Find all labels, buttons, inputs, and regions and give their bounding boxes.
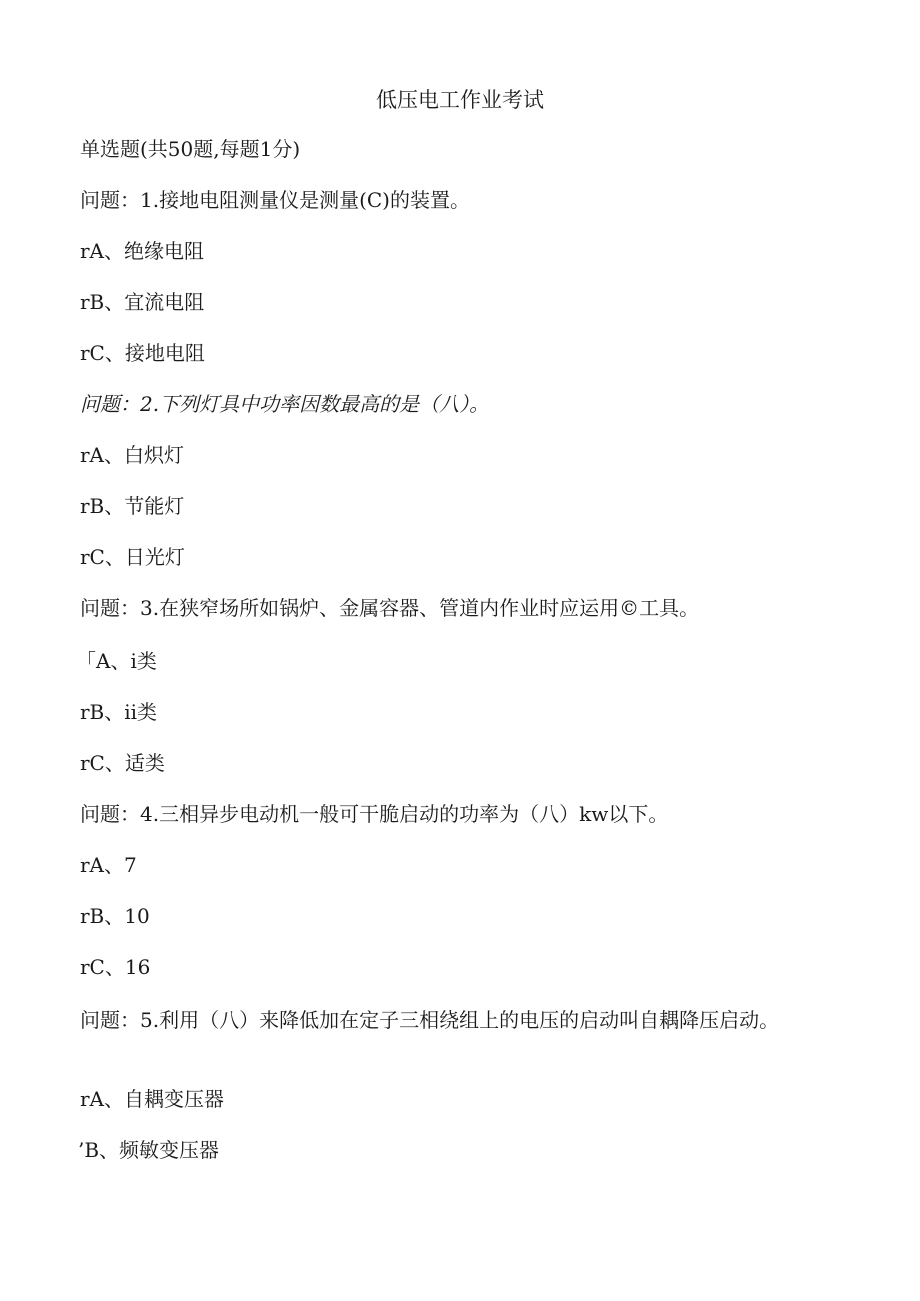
question-2-option-b: rB、节能灯	[80, 494, 185, 518]
question-5-option-b: ’B、频敏变压器	[78, 1138, 220, 1162]
question-4-option-c: rC、16	[80, 955, 151, 979]
question-5: 问题：5.利用（八）来降低加在定子三相绕组上的电压的启动叫自耦降压启动。	[80, 1008, 780, 1032]
document-title: 低压电工作业考试	[376, 88, 544, 112]
question-4-option-b: rB、10	[80, 904, 150, 928]
question-2-option-c: rC、日光灯	[80, 545, 185, 569]
question-1-option-a: rA、绝缘电阻	[80, 239, 205, 263]
question-1: 问题：1.接地电阻测量仪是测量(C)的装置。	[80, 188, 470, 212]
question-3-option-c: rC、适类	[80, 751, 165, 775]
question-1-option-c: rC、接地电阻	[80, 341, 205, 365]
question-5-option-a: rA、自耦变压器	[80, 1087, 225, 1111]
question-2: 问题：2.下列灯具中功率因数最高的是（八）。	[80, 392, 490, 416]
question-3: 问题：3.在狭窄场所如锅炉、金属容器、管道内作业时应运用©工具。	[80, 596, 700, 620]
question-4-option-a: rA、7	[80, 853, 137, 877]
question-1-option-b: rB、宜流电阻	[80, 290, 205, 314]
question-3-option-b: rB、ii类	[80, 700, 158, 724]
section-heading: 单选题(共50题,每题1分)	[80, 137, 301, 161]
question-4: 问题：4.三相异步电动机一般可干脆启动的功率为（八）kw以下。	[80, 802, 669, 826]
question-2-option-a: rA、白炽灯	[80, 443, 185, 467]
question-3-option-a: 「A、i类	[76, 649, 157, 673]
